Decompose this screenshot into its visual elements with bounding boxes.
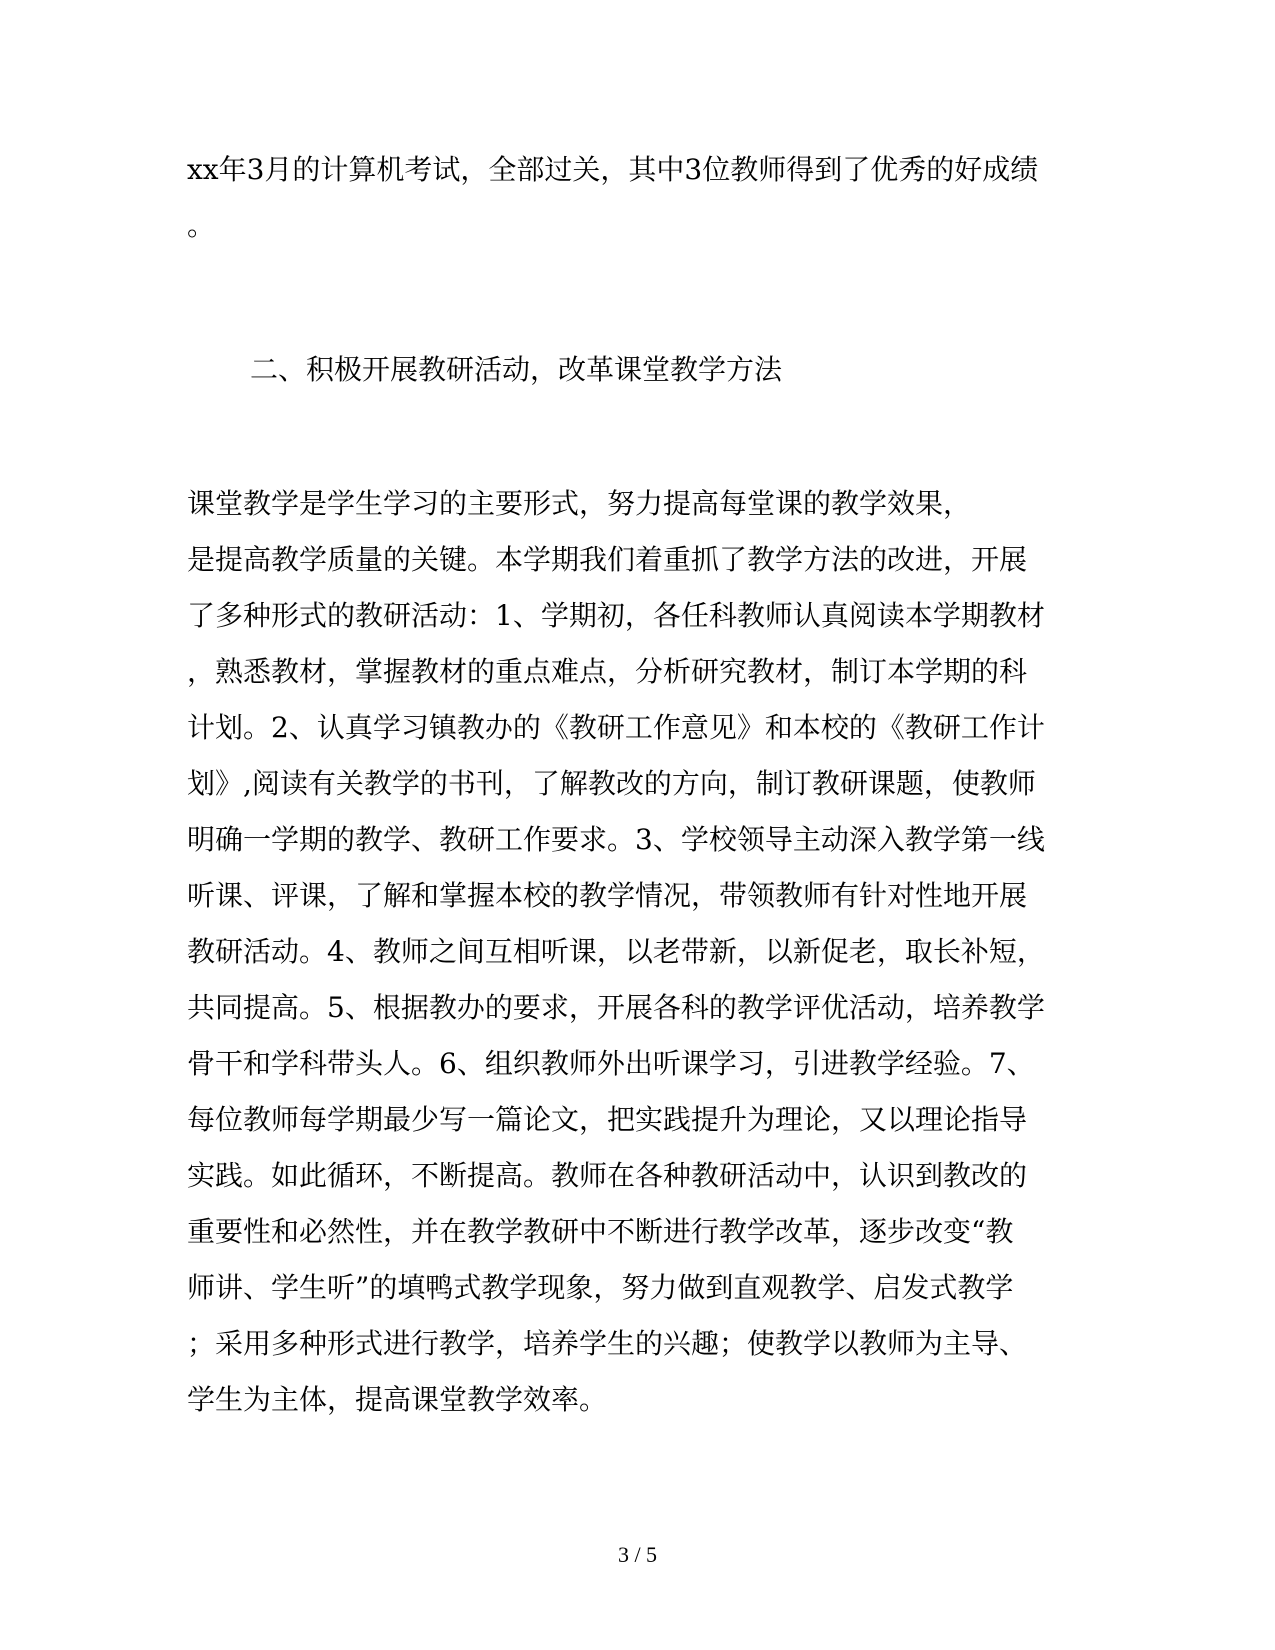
page-number: 3 / 5 xyxy=(617,1542,658,1567)
body-paragraph: 课堂教学是学生学习的主要形式，努力提高每堂课的教学效果， 是提高教学质量的关键。本学期我们着重抓了教学方法的改进，开展 了多种形式的教研活动：1、学期初，各任科教师认真阅读本学期教材 ，熟悉教材，掌握教材的重点难点，分析研究教材，制订本学期的科 计划。2、认真学习镇教办的《教研工作意见》和本校的《教研工作计 划》,阅读有关教学的书刊，了解教改的方向，制订教研课题，使教师 明确一学期的教学、教研工作要求。3、学校领导主动深入教学第一线 听课、评课，了解和掌握本校的教学情况，带领教师有针对性地开展 教研活动。4、教师之间互相听课，以老带新，以新促老，取长补短， 共同提高。5、根据教办的要求，开展各科的教学评优活动，培养教学 骨干和学科带头人。6、组织教师外出听课学习，引进教学经验。7、 每位教师每学期最少写一篇论文，把实践提升为理论，又以理论指导 实践。如此循环，不断提高。教师在各种教研活动中，认识到教改的 重要性和必然性，并在教学教研中不断进行教学改革，逐步改变“教 师讲、学生听”的填鸭式教学现象，努力做到直观教学、启发式教学 ；采用多种形式进行教学，培养学生的兴趣；使教学以教师为主导、 学生为主体，提高课堂教学效率。 xyxy=(187,487,1045,1416)
paragraph-continuation: xx年3月的计算机考试，全部过关，其中3位教师得到了优秀的好成绩 。 xyxy=(187,153,1039,242)
section-heading: 二、积极开展教研活动，改革课堂教学方法 xyxy=(250,353,783,386)
